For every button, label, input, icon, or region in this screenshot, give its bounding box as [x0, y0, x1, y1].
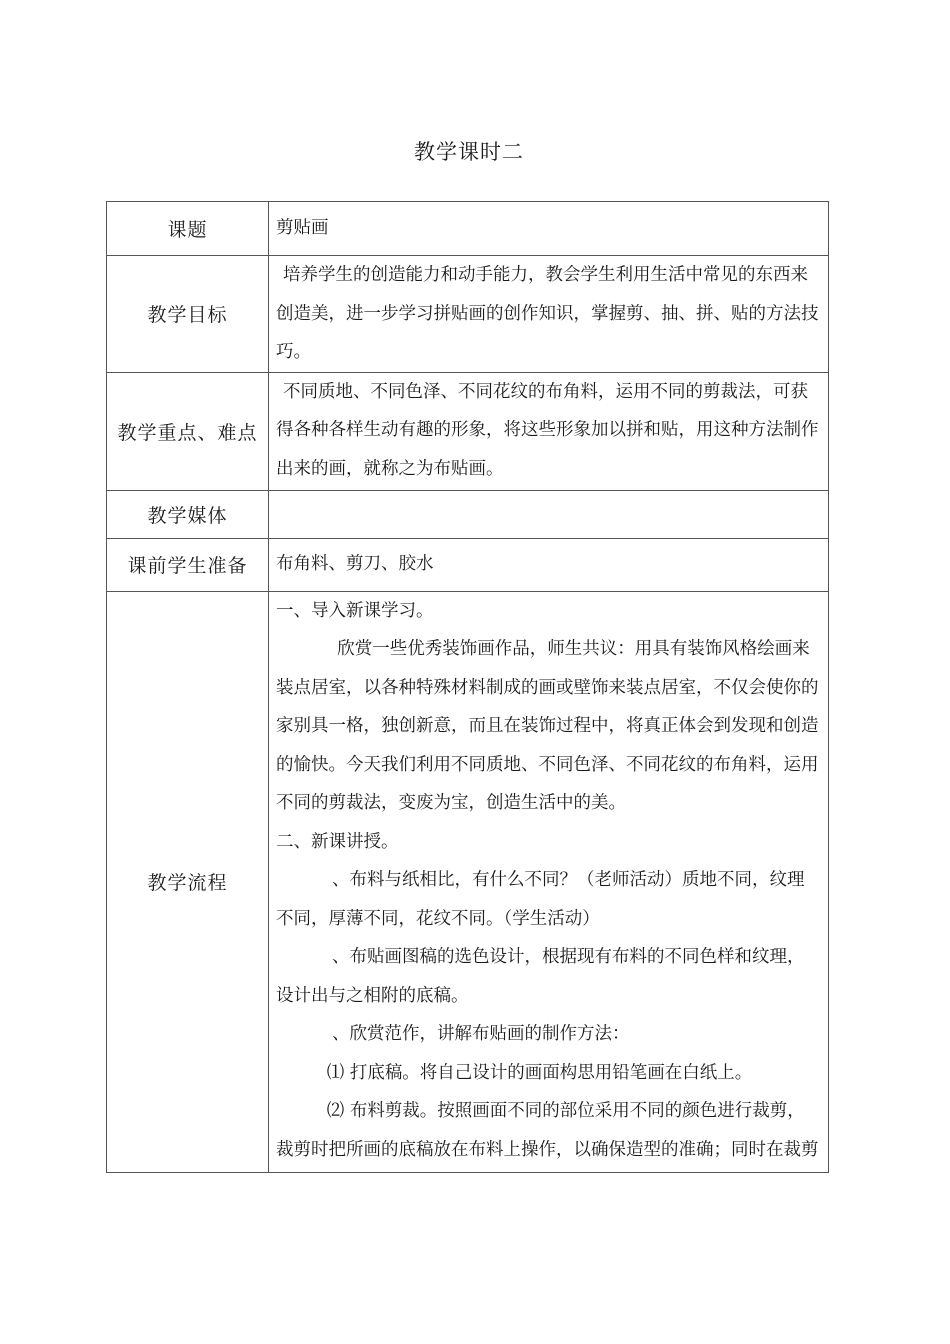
table-row-process — [107, 591, 829, 1172]
table-row-topic — [107, 202, 829, 256]
process-label: 教学流程 — [107, 591, 269, 1172]
table-row-key-points — [107, 372, 829, 490]
media-label: 教学媒体 — [107, 490, 269, 538]
page-title: 教学课时二 — [414, 140, 524, 164]
media-value — [269, 490, 829, 538]
process-paragraph: 一、导入新课学习。 — [276, 600, 434, 621]
process-paragraph: ⑵ 布料剪裁。按照画面不同的部位采用不同的颜色进行裁剪，裁剪时把所画的底稿放在布料上操作，以确保造型的准确；同时在裁剪 — [276, 1101, 819, 1160]
process-paragraph: 、布贴画图稿的选色设计，根据现有布料的不同色样和纹理，设计出与之相附的底稿。 — [276, 947, 805, 1006]
table-row-preparation — [107, 538, 829, 591]
process-paragraph: 、欣赏范作，讲解布贴画的制作方法： — [332, 1024, 630, 1044]
topic-label: 课题 — [107, 202, 269, 256]
key-points-label: 教学重点、难点 — [107, 372, 269, 490]
table-row-objectives — [107, 256, 829, 373]
process-paragraph: 二、新课讲授。 — [276, 831, 399, 852]
lesson-plan-table — [106, 201, 829, 1173]
topic-value: 剪贴画 — [269, 202, 829, 256]
process-paragraph: 、布料与纸相比，有什么不同？（老师活动）质地不同，纹理不同，厚薄不同，花纹不同。（学生活动） — [276, 870, 805, 929]
table-row-media — [107, 490, 829, 538]
preparation-value: 布角料、剪刀、胶水 — [269, 538, 829, 591]
process-paragraph: ⑴ 打底稿。将自己设计的画面构思用铅笔画在白纸上。 — [326, 1062, 753, 1083]
objectives-value: 培养学生的创造能力和动手能力，教会学生利用生活中常见的东西来创造美，进一步学习拼贴画的创作知识，掌握剪、抽、拼、贴的方法技巧。 — [276, 265, 819, 362]
key-points-value: 不同质地、不同色泽、不同花纹的布角料，运用不同的剪裁法，可获得各种各样生动有趣的形象，将这些形象加以拼和贴，用这种方法制作出来的画，就称之为布贴画。 — [276, 381, 819, 479]
process-content — [276, 592, 820, 1172]
preparation-label: 课前学生准备 — [107, 538, 269, 591]
process-paragraph: 欣赏一些优秀装饰画作品，师生共议：用具有装饰风格绘画来装点居室，以各种特殊材料制成的画或壁饰来装点居室，不仅会使你的家别具一格，独创新意，而且在装饰过程中，将真正体会到发现和创造的愉快。今天我们利用不同质地、不同色泽、不同花纹的布角料，运用不同的剪裁法，变废为宝，创造生活中的美。 — [276, 639, 819, 813]
objectives-label: 教学目标 — [107, 256, 269, 373]
